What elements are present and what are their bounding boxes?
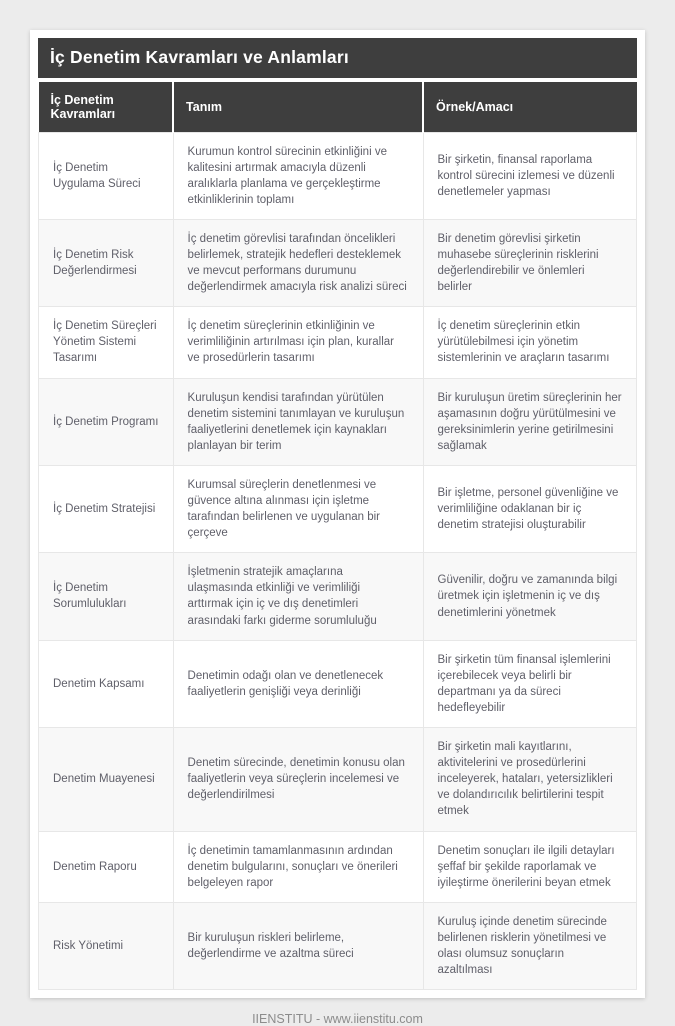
table-body [39,132,637,990]
example-cell: Bir şirketin tüm finansal işlemlerini içerebilecek veya belirli bir departmanı ya da süreci hedefleyebilir [423,640,637,727]
example-cell: İç denetim süreçlerinin etkin yürütülebilmesi için yönetim sistemlerinin ve araçların tasarımı [423,307,637,378]
table-row [39,307,637,378]
definition-cell: Kurumsal süreçlerin denetlenmesi ve güvence altına alınması için işletme tarafından belirlenen ve uygulanan bir çerçeve [173,465,423,552]
header-concept: İç Denetim Kavramları [39,82,174,132]
table-row [39,902,637,989]
example-cell: Güvenilir, doğru ve zamanında bilgi üretmek için işletmenin iç ve dış denetimlerini yönetmek [423,553,637,640]
table-row [39,378,637,465]
footer-branding: IIENSTITU - www.iienstitu.com [252,1012,423,1026]
table-header [39,82,637,132]
definition-cell: İşletmenin stratejik amaçlarına ulaşmasında etkinliği ve verimliliği arttırmak için iç ve dış denetimleri arasındaki farkı giderme sorumluluğu [173,553,423,640]
header-definition: Tanım [173,82,423,132]
table-row [39,553,637,640]
definition-cell: İç denetimin tamamlanmasının ardından denetim bulgularını, sonuçları ve önerileri belgeleyen rapor [173,831,423,902]
concept-cell: İç Denetim Stratejisi [39,465,174,552]
table-row [39,465,637,552]
table-row [39,831,637,902]
definition-cell: Denetim sürecinde, denetimin konusu olan faaliyetlerin veya süreçlerin incelemesi ve değerlendirilmesi [173,728,423,831]
definition-cell: İç denetim süreçlerinin etkinliğinin ve verimliliğinin artırılması için plan, kurallar ve prosedürlerin tasarımı [173,307,423,378]
example-cell: Denetim sonuçları ile ilgili detayları şeffaf bir şekilde raporlamak ve iyileştirme önerilerini beyan etmek [423,831,637,902]
concept-cell: Denetim Raporu [39,831,174,902]
header-example: Örnek/Amacı [423,82,637,132]
definition-cell: Bir kuruluşun riskleri belirleme, değerlendirme ve azaltma süreci [173,902,423,989]
concept-cell: İç Denetim Süreçleri Yönetim Sistemi Tasarımı [39,307,174,378]
table-row [39,132,637,219]
example-cell: Bir işletme, personel güvenliğine ve verimliliğine odaklanan bir iç denetim stratejisi oluşturabilir [423,465,637,552]
concept-cell: İç Denetim Sorumlulukları [39,553,174,640]
concept-cell: Denetim Muayenesi [39,728,174,831]
example-cell: Kuruluş içinde denetim sürecinde belirlenen risklerin yönetilmesi ve olası olumsuz sonuçların azaltılması [423,902,637,989]
concept-cell: İç Denetim Uygulama Süreci [39,132,174,219]
definition-cell: Denetimin odağı olan ve denetlenecek faaliyetlerin genişliği veya derinliği [173,640,423,727]
concept-cell: İç Denetim Risk Değerlendirmesi [39,219,174,306]
concept-cell: Risk Yönetimi [39,902,174,989]
concepts-table [38,82,637,990]
definition-cell: Kurumun kontrol sürecinin etkinliğini ve kalitesini artırmak amacıyla düzenli aralıklarla planlama ve gerçekleştirme etkinliklerinin toplamı [173,132,423,219]
table-row [39,728,637,831]
definition-cell: Kuruluşun kendisi tarafından yürütülen denetim sistemini tanımlayan ve kuruluşun faaliyetlerini denetlemek için kaynakları planlayan bir terim [173,378,423,465]
table-row [39,219,637,306]
example-cell: Bir şirketin, finansal raporlama kontrol sürecini izlemesi ve düzenli denetlemeler yapması [423,132,637,219]
example-cell: Bir kuruluşun üretim süreçlerinin her aşamasının doğru yürütülmesini ve gereksinimlerin yerine getirilmesini sağlamak [423,378,637,465]
table-row [39,640,637,727]
definition-cell: İç denetim görevlisi tarafından öncelikleri belirlemek, stratejik hedefleri desteklemek ve mevcut performans durumunu değerlendirmek amacıyla risk analizi süreci [173,219,423,306]
example-cell: Bir şirketin mali kayıtlarını, aktivitelerini ve prosedürlerini inceleyerek, hataları, yetersizlikleri ve dolandırıcılık belirtilerini tespit etmek [423,728,637,831]
content-card [30,30,645,998]
concept-cell: İç Denetim Programı [39,378,174,465]
example-cell: Bir denetim görevlisi şirketin muhasebe süreçlerinin risklerini değerlendirebilir ve önlemleri belirler [423,219,637,306]
table-header-row [39,82,637,132]
page-title: İç Denetim Kavramları ve Anlamları [38,38,637,78]
concept-cell: Denetim Kapsamı [39,640,174,727]
